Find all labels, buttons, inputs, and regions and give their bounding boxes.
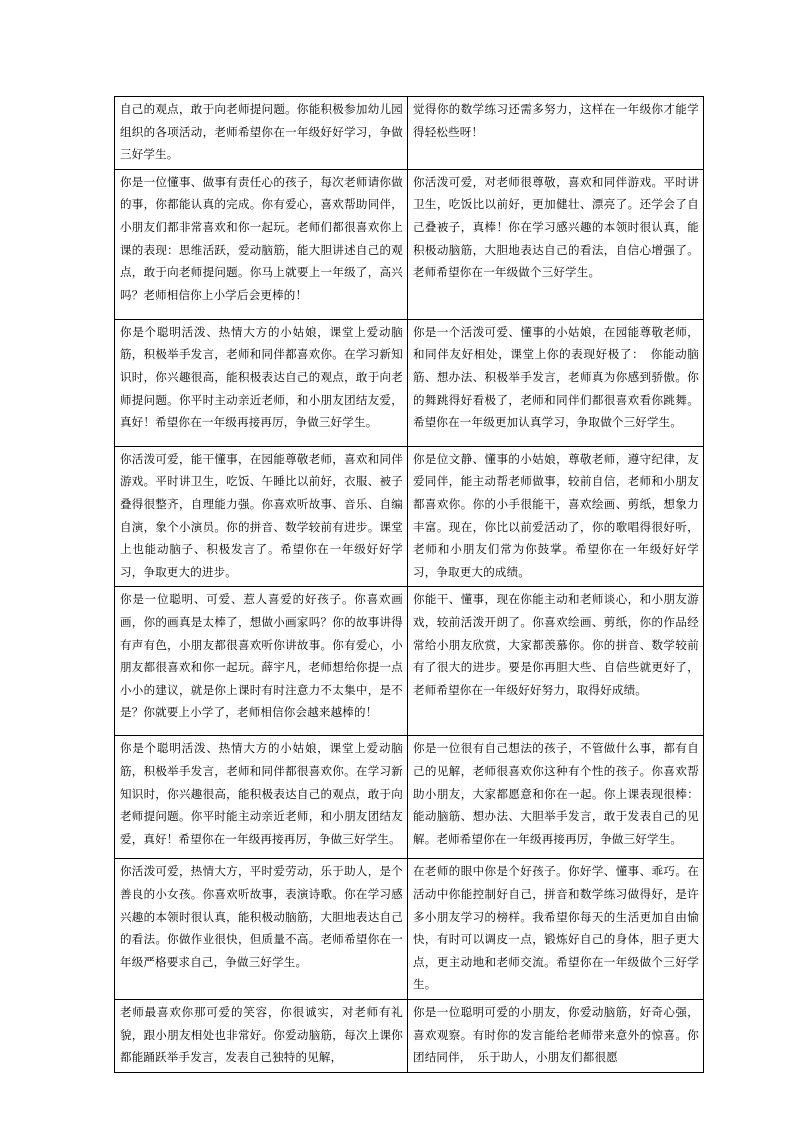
comment-cell: 你是位文静、懂事的小姑娘，尊敬老师，遵守纪律，友爱同伴，能主动帮老师做事，较前自信，老师和小朋友都喜欢你。你的小手很能干，喜欢绘画、剪纸，想象力丰富。现在，你比以前爱活动了，你的歌唱得很好听，老师和小朋友们常为你鼓掌。希望你在一年级好好学习，争取更大的成绩。: [408, 446, 704, 587]
comment-cell: 你是一位聪明、可爱、惹人喜爱的好孩子。你喜欢画画，你的画真是太棒了，想做小画家吗？你的故事讲得有声有色，小朋友都很喜欢听你讲故事。你有爱心，小朋友都很喜欢和你一起玩。薛宇凡，老师想给你提一点小小的建议，就是你上课时有时注意力不太集中，是不是？你就要上小学了，老师相信你会越来越棒的！: [115, 587, 408, 736]
comment-cell: 你是个聪明活泼、热情大方的小姑娘，课堂上爱动脑筋，积极举手发言，老师和同伴都喜欢你。在学习新知识时，你兴趣很高，能积极表达自己的观点，敢于向老师提问题。你平时主动亲近老师，和小朋友团结友爱，真好！希望你在一年级再接再厉，争做三好学生。: [115, 319, 408, 446]
comment-cell: 你是一位聪明可爱的小朋友，你爱动脑筋，好奇心强，喜欢观察。有时你的发言能给老师带来意外的惊喜。你团结同伴， 乐于助人，小朋友们都很愿: [408, 999, 704, 1072]
comment-cell: 你是一个活泼可爱、懂事的小姑娘，在园能尊敬老师，和同伴友好相处，课堂上你的表现好极了： 你能动脑筋、想办法、积极举手发言，老师真为你感到骄傲。你的舞跳得好看极了，老师和同伴们都很喜欢看你跳舞。希望你在一年级更加认真学习，争取做个三好学生。: [408, 319, 704, 446]
comment-cell: 你是个聪明活泼、热情大方的小姑娘，课堂上爱动脑筋，积极举手发言，老师和同伴都很喜欢你。在学习新知识时，你兴趣很高，能积极表达自己的观点，敢于向老师提问题。你平时能主动亲近老师，和小朋友团结友爱，真好！希望你在一年级再接再厉，争做三好学生。: [115, 736, 408, 859]
comment-cell: 你是一位很有自己想法的孩子，不管做什么事，都有自己的见解，老师很喜欢你这种有个性的孩子。你喜欢帮助小朋友，大家都愿意和你在一起。你上课表现很棒：能动脑筋、想办法、大胆举手发言，敢于发表自己的见解。老师希望你在一年级再接再厉，争做三好学生。: [408, 736, 704, 859]
comment-cell: 你活泼可爱，对老师很尊敬，喜欢和同伴游戏。平时讲卫生，吃饭比以前好，更加健壮、漂亮了。还学会了自己叠被子，真棒！你在学习感兴趣的本领时很认真，能积极动脑筋，大胆地表达自己的看法，自信心增强了。老师希望你在一年级做个三好学生。: [408, 169, 704, 319]
comment-cell: 你活泼可爱，热情大方，平时爱劳动，乐于助人，是个善良的小女孩。你喜欢听故事，表演诗歌。你在学习感兴趣的本领时很认真，能积极动脑筋，大胆地表达自己的看法。你做作业很快，但质量不高。老师希望你在一年级严格要求自己，争做三好学生。: [115, 859, 408, 1000]
table-row: [115, 169, 704, 319]
table-row: [115, 97, 704, 170]
table-row: [115, 859, 704, 1000]
comment-cell: 你活泼可爱，能干懂事，在园能尊敬老师，喜欢和同伴游戏。平时讲卫生，吃饭、午睡比以前好，衣服、被子叠得很整齐，自理能力强。你喜欢听故事、音乐、自编自演，象个小演员。你的拼音、数学较前有进步。课堂上也能动脑子、积极发言了。希望你在一年级好好学习，争取更大的进步。: [115, 446, 408, 587]
comment-cell: 在老师的眼中你是个好孩子。你好学、懂事、乖巧。在活动中你能控制好自己，拼音和数学练习做得好，是许多小朋友学习的榜样。我希望你每天的生活更加自由愉快，有时可以调皮一点，锻炼好自己的身体，胆子更大点，更主动地和老师交流。希望你在一年级做个三好学生。: [408, 859, 704, 1000]
table-row: [115, 587, 704, 736]
comment-cell: 你能干、懂事，现在你能主动和老师谈心，和小朋友游戏，较前活泼开朗了。你喜欢绘画、剪纸，你的作品经常给小朋友欣赏，大家都羡慕你。你的拼音、数学较前有了很大的进步。要是你再胆大些、自信些就更好了，老师希望你在一年级好好努力，取得好成绩。: [408, 587, 704, 736]
table-row: [115, 319, 704, 446]
comment-cell: 觉得你的数学练习还需多努力，这样在一年级你才能学得轻松些呀！: [408, 97, 704, 170]
table-row: [115, 999, 704, 1072]
comment-cell: 自己的观点，敢于向老师提问题。你能积极参加幼儿园组织的各项活动，老师希望你在一年级好好学习，争做三好学生。: [115, 97, 408, 170]
comment-cell: 老师最喜欢你那可爱的笑容，你很诚实，对老师有礼貌，跟小朋友相处也非常好。你爱动脑筋，每次上课你都能踊跃举手发言，发表自己独特的见解，: [115, 999, 408, 1072]
teacher-comments-table: [114, 96, 704, 1073]
table-row: [115, 736, 704, 859]
table-row: [115, 446, 704, 587]
comment-cell: 你是一位懂事、做事有责任心的孩子，每次老师请你做的事，你都能认真的完成。你有爱心，喜欢帮助同伴，小朋友们都非常喜欢和你一起玩。老师们都很喜欢你上课的表现：思维活跃，爱动脑筋，能大胆讲述自己的观点，敢于向老师提问题。你马上就要上一年级了，高兴吗？老师相信你上小学后会更棒的！: [115, 169, 408, 319]
